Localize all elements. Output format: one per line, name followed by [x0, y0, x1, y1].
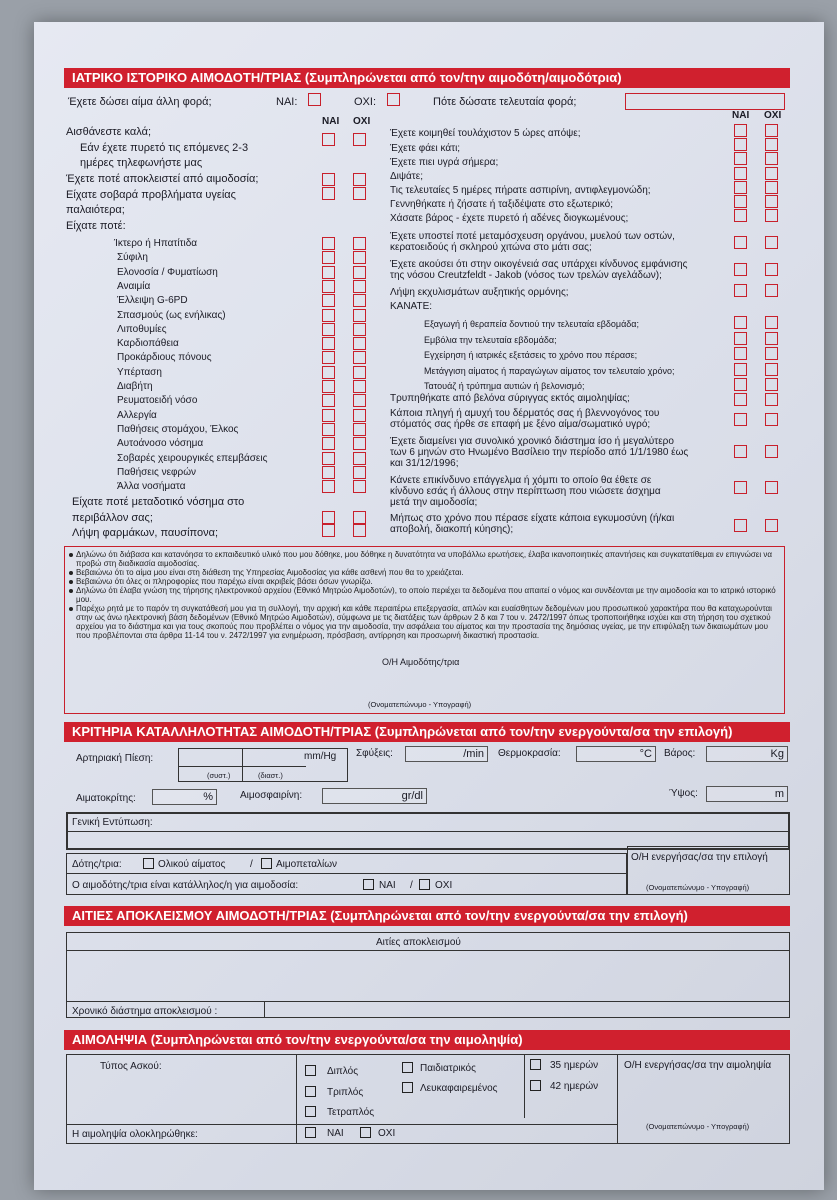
declaration-text [68, 550, 780, 640]
did-item: Εξαγωγή ή θεραπεία δοντιού την τελευταία εβδομάδα; [424, 319, 639, 329]
q-serious-1: Είχατε σοβαρά προβλήματα υγείας [66, 189, 236, 201]
disease-yes-checkbox[interactable] [322, 337, 335, 350]
bag-quad-checkbox[interactable] [305, 1106, 316, 1117]
weight-field[interactable] [706, 746, 788, 762]
disease-item: Έλλειψη G-6PD [117, 295, 188, 307]
disease-item: Αυτοάνοσο νόσημα [117, 438, 204, 450]
q-hormone-yes-checkbox[interactable] [734, 284, 747, 297]
section-exclusion-title: ΑΙΤΙΕΣ ΑΠΟΚΛΕΙΣΜΟΥ ΑΙΜΟΔΟΤΗ/ΤΡΙΑΣ (Συμπληρώνεται από τον/την ενεργούντα/σα την επιλογή) [64, 906, 790, 926]
disease-no-checkbox[interactable] [353, 480, 366, 493]
collector-label: Ο/Η ενεργήσας/σα την αιμοληψία [624, 1060, 772, 1071]
q-serious-2: παλαιότερα; [66, 204, 125, 216]
eligible-yes-label: ΝΑΙ [379, 880, 396, 891]
q-excluded-no-checkbox[interactable] [353, 173, 366, 186]
right-no-checkbox[interactable] [765, 195, 778, 208]
q-pregnancy-yes-checkbox[interactable] [734, 519, 747, 532]
disease-item: Αλλεργία [117, 409, 157, 421]
section-collection-title: ΑΙΜΟΛΗΨΙΑ (Συμπληρώνεται από τον/την ενεργούντα/σα την αιμοληψία) [64, 1030, 790, 1050]
did-yes-checkbox[interactable] [734, 363, 747, 376]
last-donation-field[interactable] [625, 93, 785, 110]
q-needle: Τρυπηθήκατε από βελόνα σύριγγας εκτός αιμοληψίας; [390, 393, 630, 404]
q-needle-no-checkbox[interactable] [765, 393, 778, 406]
disease-no-checkbox[interactable] [353, 280, 366, 293]
q-transmissible-2: περιβάλλον σας; [72, 512, 153, 524]
q-hormone: Λήψη εκχυλισμάτων αυξητικής ορμόνης; [390, 287, 569, 298]
right-no-checkbox[interactable] [765, 138, 778, 151]
collection-divider-3 [296, 1054, 297, 1144]
eligible-yes-checkbox[interactable] [363, 879, 374, 890]
q-drugs: Λήψη φαρμάκων, παυσίπονα; [72, 527, 219, 539]
did-item: Μετάγγιση αίματος ή παραγώγων αίματος τον τελευταίο χρόνο; [424, 365, 675, 376]
given-before-no-checkbox[interactable] [387, 93, 400, 106]
d35-label: 35 ημερών [550, 1060, 599, 1071]
hemoglobin-unit: gr/dl [401, 790, 423, 802]
did-yes-checkbox[interactable] [734, 378, 747, 391]
platelets-checkbox[interactable] [261, 858, 272, 869]
left-col-no-header: ΟΧΙ [353, 116, 371, 127]
completed-yes-checkbox[interactable] [305, 1127, 316, 1138]
disease-no-checkbox[interactable] [353, 251, 366, 264]
q-cjd-1: Έχετε ακούσει ότι στην οικογένειά σας υπάρχει κίνδυνος εμφάνισης [390, 259, 688, 270]
q-transplant-1: Έχετε υποστεί ποτέ μεταμόσχευση οργάνου, μυελού των οστών, [390, 231, 675, 242]
bag-leuko-label: Λευκαφαιρεμένος [420, 1083, 498, 1094]
q-cjd-yes-checkbox[interactable] [734, 263, 747, 276]
q-needle-yes-checkbox[interactable] [734, 393, 747, 406]
disease-item: Λιποθυμίες [117, 323, 167, 335]
q-feel-note-2: ημέρες τηλεφωνήστε μας [80, 157, 203, 169]
disease-yes-checkbox[interactable] [322, 366, 335, 379]
disease-item: Προκάρδιους πόνους [117, 352, 212, 364]
q-cjd-no-checkbox[interactable] [765, 263, 778, 276]
q-transmissible-no-checkbox[interactable] [353, 511, 366, 524]
hematocrit-label: Αιματοκρίτης: [76, 793, 136, 804]
d42-checkbox[interactable] [530, 1080, 541, 1091]
right-col-no-header: ΟΧΙ [764, 110, 782, 121]
q-job-yes-checkbox[interactable] [734, 481, 747, 494]
pulse-field[interactable] [405, 746, 488, 762]
declaration-item: Δηλώνω ότι έλαβα γνώση της τήρησης ηλεκτρονικού αρχείου (Εθνικό Μητρώο Αιμοδοτών), το οποίο περιέχει τα δεδομένα που απαιτεί ο νόμος και συνδέονται με την αιμοδοσία και το ιατρικό ιστορικό μου. [68, 586, 780, 604]
pulse-label: Σφύξεις: [356, 748, 393, 759]
bag-triple-checkbox[interactable] [305, 1086, 316, 1097]
declaration-item: Δηλώνω ότι διάβασα και κατανόησα το εκπαιδευτικό υλικό που μου δόθηκε, μου δόθηκε η δυνατότητα να υποβάλλω ερωτήσεις, έλαβα ικανοποιητικές απαντήσεις και συγκατατίθεμαι εν επιγνώσει να προβώ στη διαδικασία αιμοδοσίας. [68, 550, 780, 568]
disease-item: Σπασμούς (ως ενήλικας) [117, 309, 226, 321]
did-no-checkbox[interactable] [765, 332, 778, 345]
disease-item: Σοβαρές χειρουργικές επεμβάσεις [117, 452, 268, 464]
q-drugs-no-checkbox[interactable] [353, 524, 366, 537]
hematocrit-unit: % [203, 791, 213, 803]
bag-leuko-checkbox[interactable] [402, 1082, 413, 1093]
q-drink: Έχετε πιει υγρά σήμερα; [390, 157, 499, 168]
disease-no-checkbox[interactable] [353, 423, 366, 436]
q-uk-3: και 31/12/1996; [390, 458, 459, 469]
q-excluded-yes-checkbox[interactable] [322, 173, 335, 186]
right-no-checkbox[interactable] [765, 209, 778, 222]
disease-no-checkbox[interactable] [353, 437, 366, 450]
disease-yes-checkbox[interactable] [322, 452, 335, 465]
q-did: ΚΑΝΑΤΕ: [390, 301, 433, 312]
q-uk-no-checkbox[interactable] [765, 445, 778, 458]
did-yes-checkbox[interactable] [734, 332, 747, 345]
temperature-unit: °C [639, 748, 652, 760]
right-yes-checkbox[interactable] [734, 209, 747, 222]
q-serious-yes-checkbox[interactable] [322, 187, 335, 200]
disease-yes-checkbox[interactable] [322, 280, 335, 293]
right-yes-checkbox[interactable] [734, 138, 747, 151]
disease-no-checkbox[interactable] [353, 323, 366, 336]
disease-no-checkbox[interactable] [353, 351, 366, 364]
did-yes-checkbox[interactable] [734, 316, 747, 329]
disease-item: Ρευματοειδή νόσο [117, 395, 198, 407]
donor-type-label: Δότης/τρια: [72, 859, 122, 870]
q-excluded: Έχετε ποτέ αποκλειστεί από αιμοδοσία; [66, 173, 259, 185]
exclusion-reasons-label: Αιτίες αποκλεισμού [376, 937, 461, 948]
d35-checkbox[interactable] [530, 1059, 541, 1070]
right-no-checkbox[interactable] [765, 152, 778, 165]
given-before-label: Έχετε δώσει αίμα άλλη φορά; [68, 96, 212, 108]
general-impression-line [66, 831, 790, 832]
q-job-2: κίνδυνο εσάς ή άλλους στην περίπτωση που νιώσετε άσχημα [390, 486, 661, 497]
disease-no-checkbox[interactable] [353, 466, 366, 479]
eligible-label: Ο αιμοδότης/τρια είναι κατάλληλος/η για αιμοδοσία: [72, 880, 299, 891]
disease-no-checkbox[interactable] [353, 294, 366, 307]
disease-no-checkbox[interactable] [353, 309, 366, 322]
did-yes-checkbox[interactable] [734, 347, 747, 360]
hematocrit-field[interactable] [152, 789, 217, 805]
q-weight-loss: Χάσατε βάρος - έχετε πυρετό ή αδένες διογκωμένους; [390, 213, 629, 224]
disease-no-checkbox[interactable] [353, 366, 366, 379]
height-unit: m [774, 788, 784, 800]
q-pregnancy-1: Μήπως στο χρόνο που πέρασε είχατε κάποια εγκυμοσύνη (ή/και [390, 513, 675, 524]
q-transplant-yes-checkbox[interactable] [734, 236, 747, 249]
selector-signature-caption: (Ονοματεπώνυμο - Υπογραφή) [646, 883, 750, 892]
section-eligibility-title: ΚΡΙΤΗΡΙΑ ΚΑΤΑΛΛΗΛΟΤΗΤΑΣ ΑΙΜΟΔΟΤΗ/ΤΡΙΑΣ (Συμπληρώνεται από τον/την ενεργούντα/σα την επιλογή) [64, 722, 790, 742]
exclusion-period-divider [264, 1001, 265, 1018]
disease-item: Ίκτερο ή Ηπατίτιδα [114, 238, 198, 249]
selector-label: Ο/Η ενεργήσας/σα την επιλογή [631, 852, 768, 863]
q-feel-yes-checkbox[interactable] [322, 133, 335, 146]
collector-signature-caption: (Ονοματεπώνυμο - Υπογραφή) [646, 1122, 750, 1131]
whole-blood-checkbox[interactable] [143, 858, 154, 869]
collection-divider-1 [524, 1054, 525, 1118]
q-born-abroad: Γεννηθήκατε ή ζήσατε ή ταξιδέψατε στο εξωτερικό; [390, 199, 613, 210]
q-uk-2: των 6 μηνών στο Ηνωμένο Βασίλειο την περίοδο από 1/1/1980 έως [390, 447, 689, 458]
right-yes-checkbox[interactable] [734, 181, 747, 194]
given-before-yes-label: ΝΑΙ: [276, 96, 298, 108]
q-aspirin: Τις τελευταίες 5 ημέρες πήρατε ασπιρίνη, αντιφλεγμονώδη; [390, 185, 651, 196]
disease-yes-checkbox[interactable] [322, 380, 335, 393]
q-wound-yes-checkbox[interactable] [734, 413, 747, 426]
donor-type-separator: / [250, 859, 253, 870]
completed-yes-label: ΝΑΙ [327, 1128, 344, 1139]
disease-yes-checkbox[interactable] [322, 309, 335, 322]
did-item: Τατουάζ ή τρύπημα αυτιών ή βελονισμό; [424, 381, 585, 391]
right-yes-checkbox[interactable] [734, 167, 747, 180]
q-ever: Είχατε ποτέ: [66, 220, 126, 232]
bp-midline [178, 766, 306, 767]
disease-item: Διαβήτη [117, 381, 153, 392]
q-wound-1: Κάποια πληγή ή αμυχή του δέρματός σας ή βλεννογόνος του [390, 408, 660, 419]
bag-type-label: Τύπος Ασκού: [100, 1061, 162, 1072]
bp-divider [242, 748, 243, 782]
q-feel-no-checkbox[interactable] [353, 133, 366, 146]
disease-yes-checkbox[interactable] [322, 323, 335, 336]
q-wound-no-checkbox[interactable] [765, 413, 778, 426]
disease-yes-checkbox[interactable] [322, 394, 335, 407]
disease-no-checkbox[interactable] [353, 452, 366, 465]
disease-no-checkbox[interactable] [353, 409, 366, 422]
platelets-label: Αιμοπεταλίων [276, 859, 338, 870]
right-yes-checkbox[interactable] [734, 195, 747, 208]
donor-type-line [66, 873, 627, 874]
disease-yes-checkbox[interactable] [322, 437, 335, 450]
donor-signature-caption: (Ονοματεπώνυμο - Υπογραφή) [368, 700, 472, 709]
given-before-yes-checkbox[interactable] [308, 93, 321, 106]
q-uk-yes-checkbox[interactable] [734, 445, 747, 458]
eligible-separator: / [410, 880, 413, 891]
q-hormone-no-checkbox[interactable] [765, 284, 778, 297]
right-no-checkbox[interactable] [765, 124, 778, 137]
disease-no-checkbox[interactable] [353, 394, 366, 407]
last-donation-label: Πότε δώσατε τελευταία φορά; [433, 96, 577, 108]
q-pregnancy-2: αποβολή, διακοπή κύησης); [390, 524, 514, 535]
general-impression-label: Γενική Εντύπωση: [72, 817, 153, 828]
right-col-yes-header: ΝΑΙ [732, 110, 750, 121]
pulse-unit: /min [463, 748, 484, 760]
q-sleep: Έχετε κοιμηθεί τουλάχιστον 5 ώρες απόψε; [390, 128, 581, 139]
did-no-checkbox[interactable] [765, 363, 778, 376]
q-drugs-yes-checkbox[interactable] [322, 524, 335, 537]
did-item: Εμβόλια την τελευταία εβδομάδα; [424, 334, 557, 345]
left-col-yes-header: ΝΑΙ [322, 116, 340, 127]
diastolic-caption: (διαστ.) [258, 771, 283, 780]
disease-yes-checkbox[interactable] [322, 423, 335, 436]
q-thirst: Διψάτε; [390, 171, 423, 182]
section-medical-history-title: ΙΑΤΡΙΚΟ ΙΣΤΟΡΙΚΟ ΑΙΜΟΔΟΤΗ/ΤΡΙΑΣ (Συμπληρώνεται από τον/την αιμοδότη/αιμοδότρια) [64, 68, 790, 88]
systolic-caption: (συστ.) [207, 771, 231, 780]
did-no-checkbox[interactable] [765, 316, 778, 329]
disease-yes-checkbox[interactable] [322, 266, 335, 279]
exclusion-period-label: Χρονικό διάστημα αποκλεισμού : [72, 1006, 218, 1017]
disease-yes-checkbox[interactable] [322, 480, 335, 493]
q-transplant-2: κερατοειδούς ή σκληρού χιτώνα στο μάτι σας; [390, 242, 592, 253]
disease-no-checkbox[interactable] [353, 237, 366, 250]
disease-yes-checkbox[interactable] [322, 237, 335, 250]
completed-no-label: ΟΧΙ [378, 1128, 396, 1139]
bag-double-label: Διπλός [327, 1066, 359, 1077]
right-no-checkbox[interactable] [765, 181, 778, 194]
q-job-1: Κάνετε επικίνδυνο επάγγελμα ή χόμπι το οποίο θα έθετε σε [390, 475, 652, 486]
disease-item: Ελονοσία / Φυματίωση [117, 266, 218, 278]
disease-item: Παθήσεις νεφρών [117, 466, 197, 478]
disease-no-checkbox[interactable] [353, 266, 366, 279]
q-transmissible-yes-checkbox[interactable] [322, 511, 335, 524]
q-transplant-no-checkbox[interactable] [765, 236, 778, 249]
q-pregnancy-no-checkbox[interactable] [765, 519, 778, 532]
donor-label: Ο/Η Αιμοδότης/τρια [382, 657, 460, 667]
whole-blood-label: Ολικού αίματος [158, 859, 226, 870]
completed-no-checkbox[interactable] [360, 1127, 371, 1138]
right-yes-checkbox[interactable] [734, 124, 747, 137]
disease-item: Σύφιλη [117, 252, 148, 264]
q-eat: Έχετε φάει κάτι; [390, 143, 461, 154]
q-feel-note-1: Εάν έχετε πυρετό τις επόμενες 2-3 [80, 142, 249, 154]
given-before-no-label: ΟΧΙ: [354, 96, 377, 108]
disease-yes-checkbox[interactable] [322, 294, 335, 307]
disease-item: Υπέρταση [117, 366, 162, 378]
collection-divider-2 [617, 1054, 618, 1144]
q-cjd-2: της νόσου Creutzfeldt - Jakob (νόσος των τρελών αγελάδων); [390, 270, 662, 281]
disease-item: Παθήσεις στομάχου, Έλκος [117, 423, 239, 435]
height-field[interactable] [706, 786, 788, 802]
collection-completed-line [66, 1124, 617, 1125]
bag-triple-label: Τριπλός [327, 1087, 364, 1098]
bp-unit: mm/Hg [304, 751, 337, 762]
bag-double-checkbox[interactable] [305, 1065, 316, 1076]
disease-yes-checkbox[interactable] [322, 251, 335, 264]
q-serious-no-checkbox[interactable] [353, 187, 366, 200]
exclusion-header-line [66, 950, 790, 951]
disease-yes-checkbox[interactable] [322, 351, 335, 364]
d42-label: 42 ημερών [550, 1081, 599, 1092]
q-job-3: μετά την αιμοδοσία; [390, 497, 478, 508]
did-item: Εγχείρηση ή ιατρικές εξετάσεις το χρόνο που πέρασε; [424, 350, 638, 360]
bag-pediatric-label: Παιδιατρικός [420, 1063, 476, 1074]
temperature-field[interactable] [576, 746, 656, 762]
disease-no-checkbox[interactable] [353, 337, 366, 350]
exclusion-period-line [66, 1001, 790, 1002]
eligible-no-label: ΟΧΙ [435, 880, 453, 891]
declaration-item: Παρέχω ρητά με το παρόν τη συγκατάθεσή μου για τη συλλογή, την αρχική και κάθε περαιτέρω επεξεργασία, απλών και ευαίσθητων δεδομένων μου προσωπικού χαρακτήρα που θα καταχωρούνται στην ως άνω ηλεκτρονική βάση δεδομένων (Εθνικό Μητρώο Αιμοδοτών), σύμφωνα με τις διατάξεις των άρθρων 2 δ και 7 του ν. 2472/1997 όπως τροποποιήθηκε ισχύει και στη τήρηση του σχετικού αρχείου για το διάστημα και για τους σκοπούς που προβλέπει ο νόμος για την αιμοδοσία, την ασφάλεια του αίματος και την προστασία της δημόσιας υγείας, με την επιφύλαξη των δικαιωμάτων μου που προβλέπονται στα άρθρα 11-14 του ν. 2472/1997 για ενημέρωση, πρόσβαση, αντίρρηση και προσωρινή δικαστική προστασία. [68, 604, 780, 640]
weight-unit: Kg [770, 748, 784, 760]
height-label: Ύψος: [669, 788, 698, 799]
hemoglobin-field[interactable] [322, 788, 427, 804]
hemoglobin-label: Αιμοσφαιρίνη: [240, 790, 303, 801]
disease-yes-checkbox[interactable] [322, 466, 335, 479]
did-no-checkbox[interactable] [765, 378, 778, 391]
q-feel-well: Αισθάνεστε καλά; [66, 126, 152, 138]
right-yes-checkbox[interactable] [734, 152, 747, 165]
q-wound-2: στόματός σας ήρθε σε επαφή με ξένο αίμα/σωματικό υγρό; [390, 419, 651, 430]
bp-label: Αρτηριακή Πίεση: [76, 753, 154, 764]
q-transmissible-1: Είχατε ποτέ μεταδοτικό νόσημα στο [72, 496, 245, 508]
q-uk-1: Έχετε διαμείνει για συνολικό χρονικό διάστημα ίσο ή μεγαλύτερο [390, 436, 674, 447]
completed-label: Η αιμοληψία ολοκληρώθηκε: [72, 1129, 198, 1140]
disease-item: Καρδιοπάθεια [117, 338, 179, 350]
eligible-no-checkbox[interactable] [419, 879, 430, 890]
right-no-checkbox[interactable] [765, 167, 778, 180]
disease-yes-checkbox[interactable] [322, 409, 335, 422]
disease-item: Άλλα νοσήματα [117, 481, 186, 493]
temperature-label: Θερμοκρασία: [498, 748, 561, 759]
did-no-checkbox[interactable] [765, 347, 778, 360]
disease-no-checkbox[interactable] [353, 380, 366, 393]
declaration-item: Βεβαιώνω ότι όλες οι πληροφορίες που παρέχω είναι ακριβείς βάσει όσων γνωρίζω. [68, 577, 780, 586]
bag-quad-label: Τετραπλός [327, 1107, 375, 1118]
declaration-item: Βεβαιώνω ότι το αίμα μου είναι στη διάθεση της Υπηρεσίας Αιμοδοσίας για κάθε ασθενή που θα το χρειάζεται. [68, 568, 780, 577]
bag-pediatric-checkbox[interactable] [402, 1062, 413, 1073]
disease-item: Αναιμία [117, 280, 151, 292]
q-job-no-checkbox[interactable] [765, 481, 778, 494]
weight-label: Βάρος: [664, 748, 696, 759]
